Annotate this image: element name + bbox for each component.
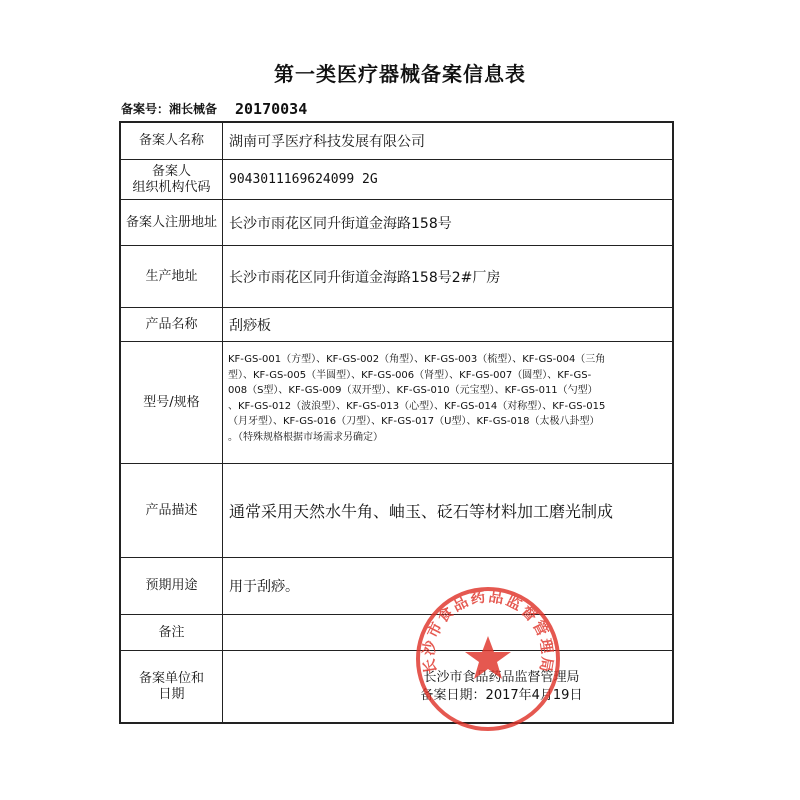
row-remarks — [121, 615, 672, 651]
spec-line: 008（S型）、KF-GS-009（双开型）、KF-GS-010（元宝型）、KF-GS-011（勺型） — [228, 385, 598, 396]
record-label: 备案号：湘长械备 — [121, 102, 218, 116]
filing-unit-name: 长沙市食品药品监督管理局 — [423, 669, 580, 685]
label-reg-address: 备案人注册地址 — [121, 200, 223, 245]
label-filing-unit-line2: 日期 — [158, 686, 185, 702]
label-product-name: 产品名称 — [121, 308, 223, 341]
label-filing-unit-line1: 备案单位和 — [138, 670, 204, 686]
row-registrant-name — [121, 123, 672, 160]
spec-line: 型）、KF-GS-005（半圆型）、KF-GS-006（肾型）、KF-GS-007（圆型）、KF-GS- — [228, 369, 592, 381]
label-model-spec: 型号/规格 — [121, 342, 223, 463]
label-remarks: 备注 — [121, 615, 223, 650]
label-org-code-line2: 组织机构代码 — [132, 179, 211, 195]
row-intended-use — [121, 558, 672, 615]
value-intended-use: 用于刮痧。 — [229, 579, 299, 595]
spec-line: 、KF-GS-012（波浪型）、KF-GS-013（心型）、KF-GS-014（对称型）、KF-GS-015 — [228, 400, 606, 412]
row-product-name — [121, 308, 672, 342]
label-intended-use: 预期用途 — [121, 558, 223, 614]
label-org-code-line1: 备案人 — [151, 163, 191, 179]
label-org-code — [121, 160, 223, 199]
label-description: 产品描述 — [121, 464, 223, 557]
row-org-code — [121, 160, 672, 200]
spec-line: （月牙型）、KF-GS-016（刀型）、KF-GS-017（U型）、KF-GS-018（太极八卦型） — [228, 416, 600, 427]
seal-text-path: 长沙市食品药品监督管理局 — [419, 587, 557, 676]
spec-line: 。（特殊规格根据市场需求另确定） — [228, 431, 383, 443]
label-registrant-name: 备案人名称 — [121, 123, 223, 159]
value-registrant-name: 湖南可孚医疗科技发展有限公司 — [229, 134, 425, 150]
row-reg-address — [121, 200, 672, 246]
value-model-spec — [228, 352, 664, 445]
value-org-code: 9043011169624099 2G — [229, 172, 378, 187]
info-table — [119, 121, 674, 724]
label-production-address: 生产地址 — [121, 246, 223, 307]
value-production-address: 长沙市雨花区同升街道金海路158号2#厂房 — [229, 269, 501, 286]
spec-line: KF-GS-001（方型）、KF-GS-002（角型）、KF-GS-003（梳型）、KF-GS-004（三角 — [228, 354, 606, 365]
value-filing-unit — [121, 651, 672, 722]
value-description: 通常采用天然水牛角、岫玉、砭石等材料加工磨光制成 — [229, 502, 614, 521]
row-production-address — [121, 246, 672, 308]
row-model-spec — [121, 342, 672, 464]
seal-star-icon — [465, 636, 511, 679]
row-filing-unit — [121, 651, 672, 722]
value-reg-address: 长沙市雨花区同升街道金海路158号 — [229, 215, 452, 232]
row-description — [121, 464, 672, 558]
filing-date: 备案日期：2017年4月19日 — [420, 687, 583, 703]
record-number-line: 备案号：湘长械备 20170034 — [121, 99, 308, 118]
official-seal-stamp — [413, 584, 563, 734]
value-product-name: 刮痧板 — [229, 317, 271, 334]
page-title: 第一类医疗器械备案信息表 — [274, 62, 526, 86]
